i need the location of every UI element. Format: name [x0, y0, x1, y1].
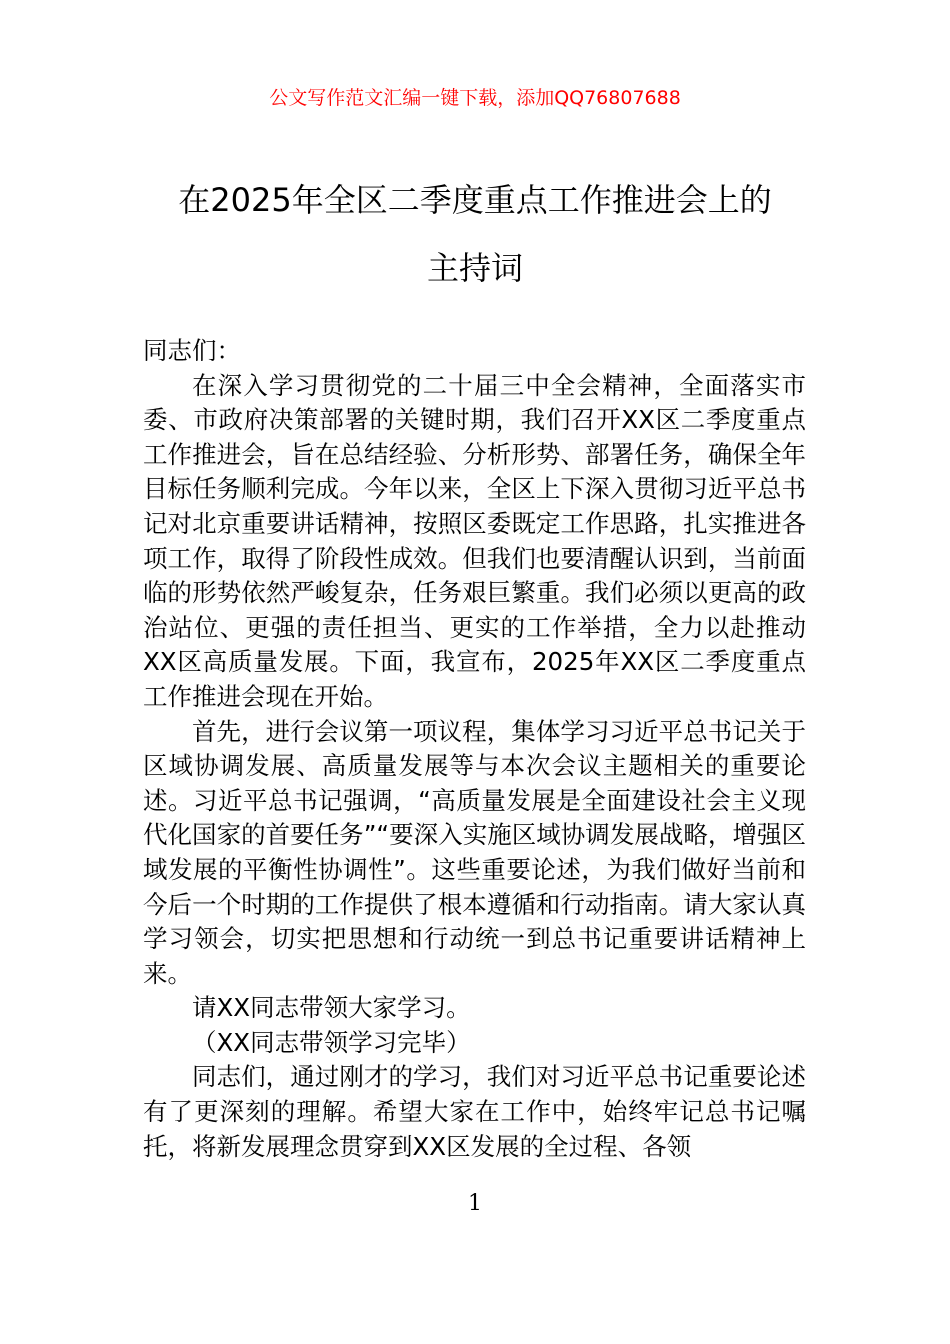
paragraph-opening: 在深入学习贯彻党的二十届三中全会精神，全面落实市委、市政府决策部署的关键时期，我们召开XX区二季度重点工作推进会，旨在总结经验、分析形势、部署任务，确保全年目标任务顺利完成。今年以来，全区上下深入贯彻习近平总书记对北京重要讲话精神，按照区委既定工作思路，扎实推进各项工作，取得了阶段性成效。但我们也要清醒认识到，当前面临的形势依然严峻复杂，任务艰巨繁重。我们必须以更高的政治站位、更强的责任担当、更实的工作举措，全力以赴推动XX区高质量发展。下面，我宣布，2025年XX区二季度重点工作推进会现在开始。: [143, 370, 806, 711]
header-download-note: 公文写作范文汇编一键下载，添加QQ76807688: [269, 87, 681, 109]
title-line-1: 在2025年全区二季度重点工作推进会上的: [178, 181, 772, 219]
paragraph-agenda-one: 首先，进行会议第一项议程，集体学习习近平总书记关于区域协调发展、高质量发展等与本次会议主题相关的重要论述。习近平总书记强调，“高质量发展是全面建设社会主义现代化国家的首要任务”“要深入实施区域协调发展战略，增强区域发展的平衡性协调性”。这些重要论述，为我们做好当前和今后一个时期的工作提供了根本遵循和行动指南。请大家认真学习领会，切实把思想和行动统一到总书记重要讲话精神上来。: [143, 716, 806, 988]
page-number: 1: [468, 1191, 482, 1216]
document-body: [143, 334, 806, 1164]
paragraph-invite-study: 请XX同志带领大家学习。: [192, 993, 471, 1023]
salutation: 同志们：: [143, 336, 241, 365]
document-title: [120, 166, 830, 302]
paragraph-summary: 同志们，通过刚才的学习，我们对习近平总书记重要论述有了更深刻的理解。希望大家在工作中，始终牢记总书记嘱托，将新发展理念贯穿到XX区发展的全过程、各领: [143, 1062, 806, 1161]
paragraph-study-complete: （XX同志带领学习完毕）: [192, 1027, 471, 1057]
title-line-2: 主持词: [426, 249, 523, 287]
